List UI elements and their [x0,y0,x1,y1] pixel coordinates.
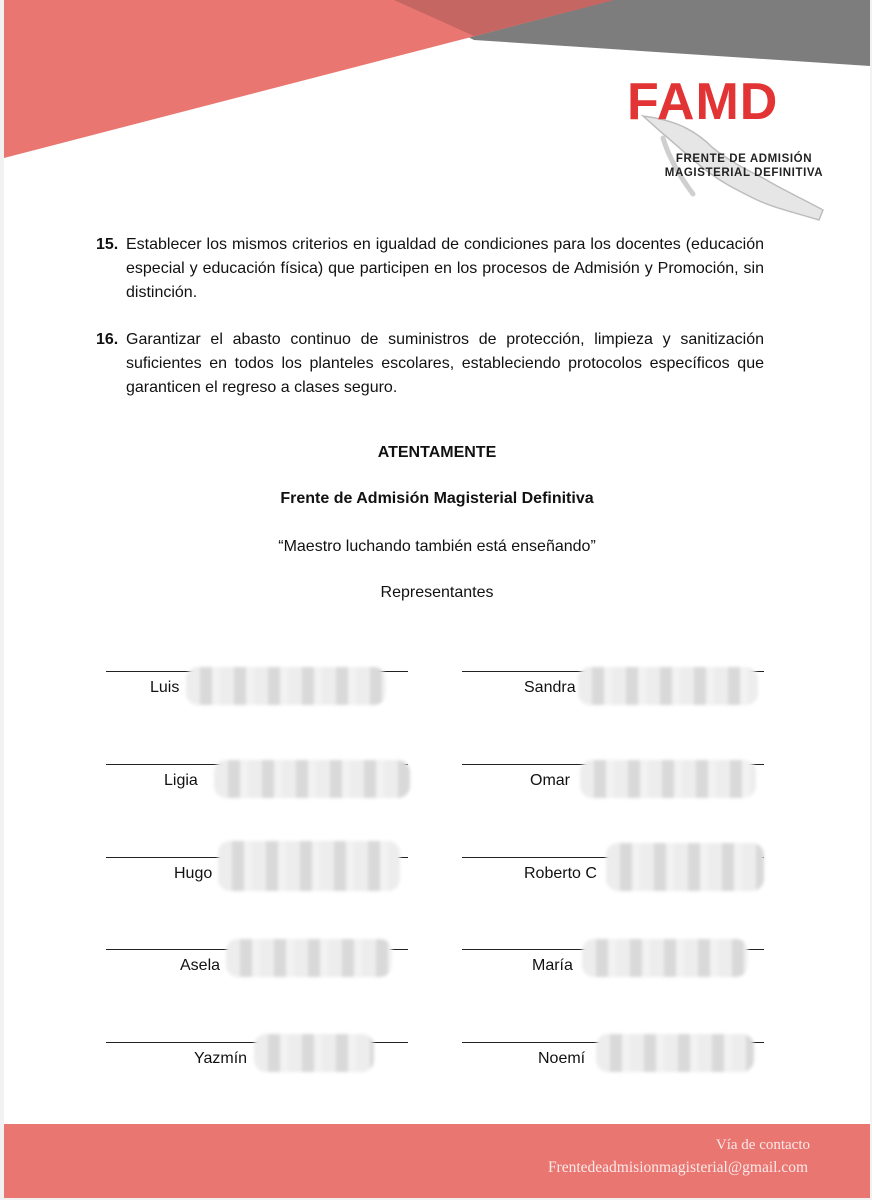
representatives-label: Representantes [380,584,494,601]
signature-block [462,764,764,804]
redacted-name [254,1034,374,1072]
contact-email[interactable]: Frentedeadmisionmagisterial@gmail.com [547,1159,808,1176]
document-page [4,0,870,1198]
logo-subtitle-line1: FRENTE DE ADMISIÓN [675,153,813,165]
item-text: Garantizar el abasto continuo de suministros de protección, limpieza y sanitización suficientes en todos los planteles escolares, estableciendo protocolos específicos que garanticen el regreso a clases seguro. [126,331,764,396]
redacted-name [578,667,758,705]
redacted-name [186,667,386,705]
signature-block [106,1042,408,1082]
redacted-name [606,843,764,891]
closing-salutation: ATENTAMENTE [377,444,497,461]
signatory-name: Sandra [524,679,576,696]
signature-block [462,671,764,711]
signatory-name: Yazmín [194,1050,248,1067]
item-number: 16. [96,331,119,348]
footer-band [4,1124,870,1198]
redacted-name [596,1034,754,1072]
item-text: Establecer los mismos criterios en igualdad de condiciones para los docentes (educación especial y educación física) que participen en los procesos de Admisión y Promoción, sin distinción. [126,236,764,301]
motto: “Maestro luchando también está enseñando” [278,538,596,555]
signature-block [106,764,408,804]
signatory-name: Luis [150,679,180,696]
redacted-name [214,760,410,798]
signatory-name: Asela [180,957,221,974]
signatory-name: Omar [530,772,570,789]
signatory-name: María [532,957,573,974]
signatory-name: Ligia [164,772,198,789]
signature-block [462,949,764,989]
logo-subtitle-line2: MAGISTERIAL DEFINITIVA [664,167,824,179]
logo-subtitle [649,152,839,180]
logo-wordmark: FAMD [627,73,779,131]
item-number: 15. [96,236,119,253]
contact-label: Vía de contacto [715,1137,810,1153]
redacted-name [580,760,756,798]
list-item-15 [92,233,764,305]
redacted-name [218,841,400,891]
signature-block [106,671,408,711]
list-item-16 [92,328,764,400]
redacted-name [582,939,748,977]
signature-block [462,857,764,897]
banner-red-shape [4,0,614,158]
redacted-name [226,939,392,977]
signature-block [106,857,408,897]
organization-name: Frente de Admisión Magisterial Definitiva [280,490,594,507]
signatory-name: Hugo [174,865,213,882]
signatory-name: Noemí [538,1050,586,1067]
signatory-name: Roberto C [524,865,597,882]
famd-logo [619,70,849,220]
signature-block [462,1042,764,1082]
list-items [92,233,764,400]
signature-block [106,949,408,989]
